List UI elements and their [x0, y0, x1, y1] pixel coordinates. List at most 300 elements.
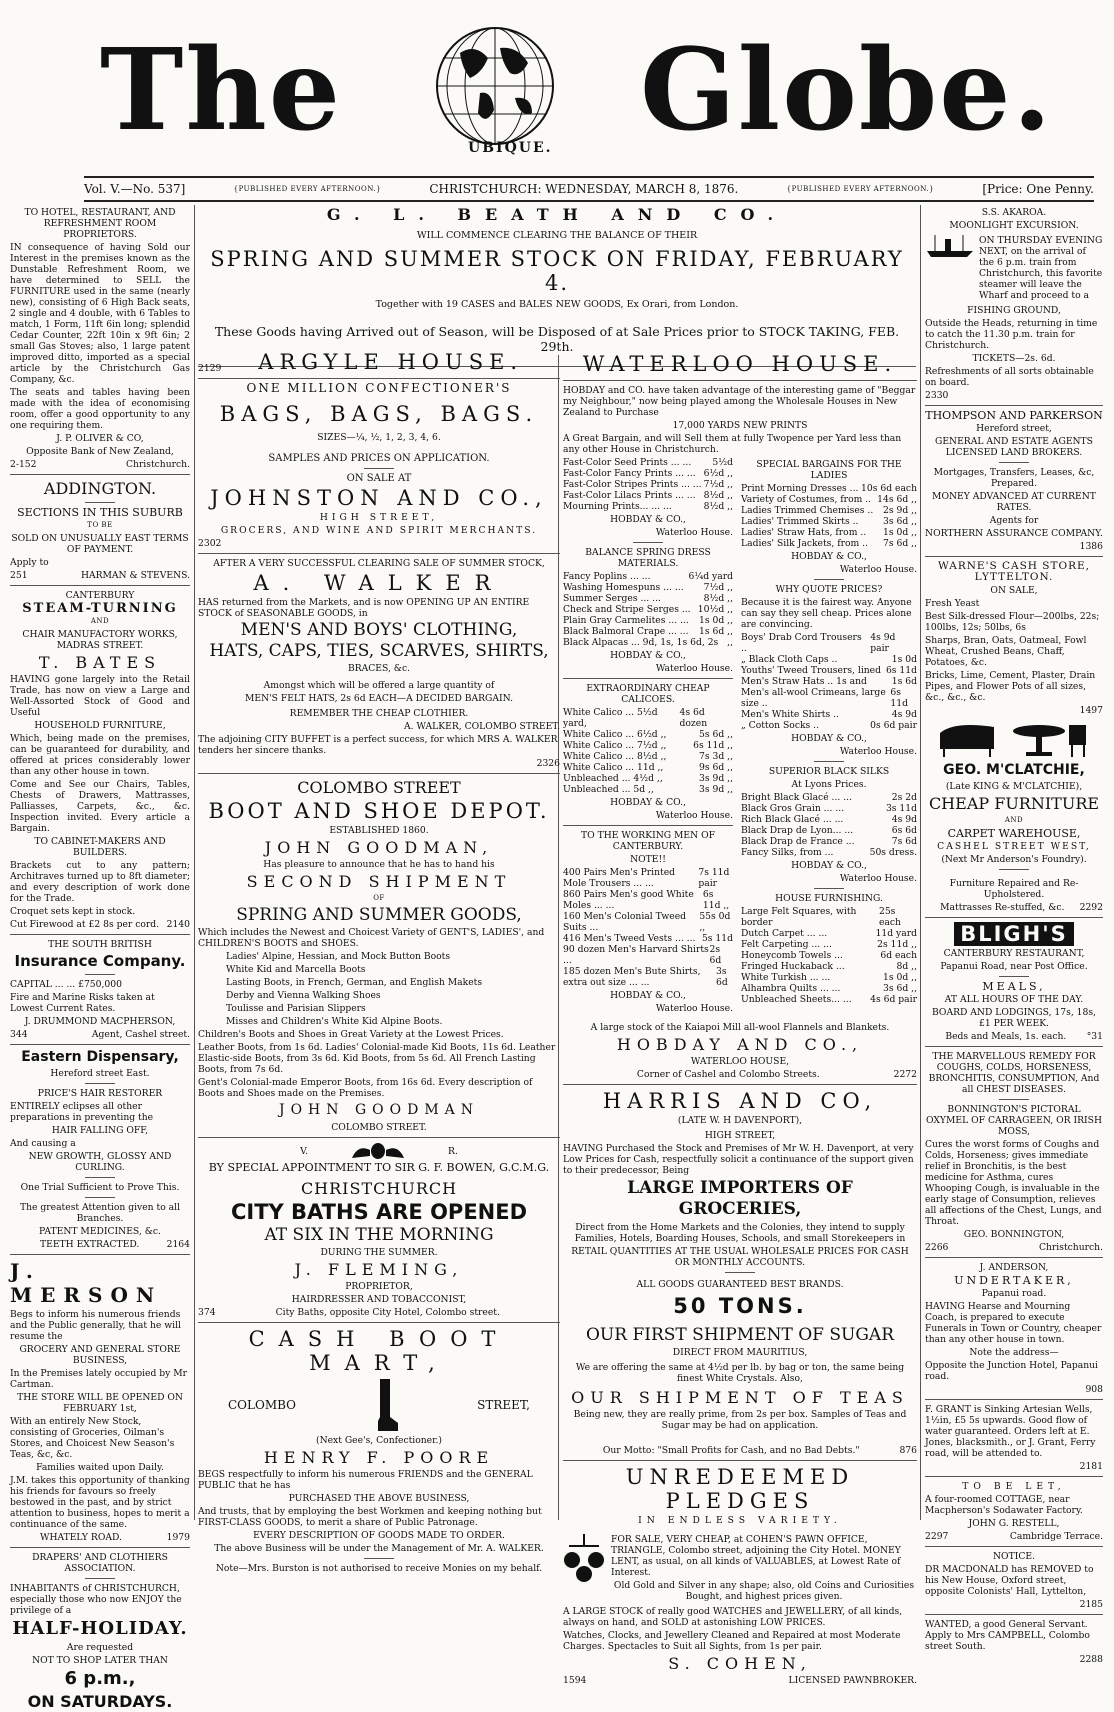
- text: IN ENDLESS VARIETY.: [638, 1515, 842, 1526]
- text: Agent, Cashel street.: [91, 1029, 190, 1040]
- text: (Next Gee's, Confectioner.): [315, 1435, 442, 1446]
- price: 6½d ,,: [703, 468, 733, 479]
- list-item: Ladies' Trimmed Skirts ..: [741, 516, 859, 527]
- paragraph: A four-roomed COTTAGE, near Macpherson's Sodawater Factory.: [925, 1494, 1083, 1516]
- text: COLOMBO: [228, 1397, 296, 1412]
- heading: HATS, CAPS, TIES, SCARVES, SHIRTS,: [209, 641, 549, 661]
- text: J. ANDERSON,: [979, 1262, 1049, 1273]
- boot-icon: [374, 1377, 400, 1433]
- paragraph: Begs to inform his numerous friends and the Public generally, that he will resume the: [10, 1309, 181, 1342]
- text: GROCERY AND GENERAL STORE BUSINESS,: [19, 1344, 181, 1366]
- text: V.: [300, 1145, 309, 1157]
- published-note-right: {PUBLISHED EVERY AFTERNOON.}: [786, 185, 935, 193]
- signature: GEO. BONNINGTON,: [963, 1229, 1065, 1240]
- text: PURCHASED THE ABOVE BUSINESS,: [288, 1493, 470, 1504]
- heading: T. BATES: [38, 653, 162, 672]
- text: Note—Mrs. Burston is not authorised to receive Monies on my behalf.: [215, 1563, 543, 1574]
- text: WHATELY ROAD.: [40, 1532, 122, 1543]
- list-item: Ladies' Silk Jackets, from ..: [741, 538, 869, 549]
- heading: LARGE IMPORTERS OF GROCERIES,: [627, 1178, 853, 1219]
- text: Waterloo House.: [839, 746, 917, 757]
- list-item: 160 Men's Colonial Tweed Suits ...: [563, 911, 687, 933]
- signature: Opposite Bank of New Zealand,: [26, 446, 174, 457]
- paragraph: Sharps, Bran, Oats, Oatmeal, Fowl Wheat, Crushed Beans, Chaff, Potatoes, &c.: [925, 635, 1087, 668]
- text: SIZES—¼, ½, 1, 2, 3, 4, 6.: [317, 432, 441, 443]
- paragraph: Watches, Clocks, and Jewellery Cleaned and Repaired at most Moderate Charges. Spectacles to Suit all Sights, from 1s per pair.: [563, 1630, 901, 1652]
- price: 4s 6d dozen: [679, 707, 708, 729]
- list-item: Dutch Carpet ... ...: [741, 928, 828, 939]
- pawnbroker-balls-icon: [563, 1532, 605, 1584]
- heading: SPECIAL BARGAINS FOR THE LADIES: [756, 459, 902, 481]
- price: 7s 6d ,,: [883, 538, 917, 549]
- text: Cut Firewood at £2 8s per cord.: [10, 919, 160, 930]
- heading: J. MERSON: [10, 1259, 163, 1307]
- text: Christchurch.: [125, 459, 190, 470]
- price: 2s 6d: [709, 944, 722, 966]
- heading: HALF-HOLIDAY.: [12, 1618, 188, 1639]
- paragraph: Which, being made on the premises, can be guaranteed for durability, and offered at prices considerably lower than any other house in town.: [10, 733, 190, 777]
- text: Cambridge Terrace.: [1009, 1531, 1103, 1542]
- paragraph: And trusts, that by employing the best Workmen and keeping nothing but FIRST-CLASS GOODS, to merit a share of Public Patronage.: [198, 1506, 542, 1528]
- list-item: 185 dozen Men's Bute Shirts, extra out size ... ...: [563, 966, 701, 988]
- text: Corner of Cashel and Colombo Streets.: [636, 1069, 820, 1080]
- text: SECTIONS IN THIS SUBURB: [17, 506, 183, 519]
- list-item: Fringed Huckaback ...: [741, 961, 845, 972]
- signature: HOBDAY & CO.,: [610, 797, 686, 808]
- heading: CHRISTCHURCH: [300, 1179, 458, 1198]
- price: ,,: [727, 637, 733, 648]
- list-item: Felt Carpeting ... ...: [741, 939, 832, 950]
- ad-number: °31: [1086, 1031, 1103, 1042]
- list-item: 860 Pairs Men's good White Moles ... ...: [563, 889, 694, 911]
- text: Waterloo House.: [655, 810, 733, 821]
- heading: WHY QUOTE PRICES?: [775, 584, 883, 595]
- text: LICENSED PAWNBROKER.: [788, 1675, 917, 1686]
- heading: OUR FIRST SHIPMENT OF SUGAR: [586, 1325, 894, 1345]
- paragraph: We are offering the same at 4½d per lb. by bag or ton, the same being finest White Crystals. Also,: [575, 1362, 905, 1384]
- paragraph: Because it is the fairest way. Anyone can say they sell cheap. Prices alone are convincing.: [741, 597, 912, 630]
- price: 55s 0d ,,: [699, 911, 731, 933]
- text: Waterloo House.: [655, 527, 733, 538]
- ad-number: 2-152: [10, 459, 37, 470]
- text: HIGH STREET,: [319, 512, 439, 523]
- heading: JOHN GOODMAN: [278, 1102, 480, 1118]
- text: THE SOUTH BRITISH: [48, 939, 152, 950]
- paragraph: J.M. takes this opportunity of thanking his friends for favours so freely bestowed in the past, and by strict attention to business, hopes to merit a continuance of the same.: [10, 1475, 190, 1530]
- heading: ARGYLE HOUSE.: [258, 350, 524, 374]
- heading: CITY BATHS ARE OPENED: [230, 1200, 528, 1224]
- text: COLOMBO STREET.: [331, 1122, 427, 1133]
- price: 1s 0d: [891, 654, 917, 665]
- ad-number: 2330: [925, 390, 949, 401]
- heading: BONNINGTON'S PICTORAL OXYMEL OF CARRAGEEN, OR IRISH MOSS,: [926, 1104, 1102, 1137]
- text: ON SALE AT: [346, 473, 412, 484]
- column-1: [10, 205, 191, 1711]
- signature: HOBDAY & CO.,: [791, 551, 867, 562]
- column-rule: [920, 205, 921, 1520]
- signature: HOBDAY & CO.,: [791, 860, 867, 871]
- paragraph: HAVING gone largely into the Retail Trade, has now on view a Large and Well-Assorted Stock of Good and Useful: [10, 674, 190, 718]
- list-item: Black Alpacas ... 9d, 1s, 1s 6d, 2s: [563, 637, 719, 648]
- paragraph: Which includes the Newest and Choicest Variety of GENT'S, LADIES', and CHILDREN'S BOOTS and SHOES.: [198, 927, 545, 949]
- paragraph: Best Silk-dressed Flour—200lbs, 22s; 100lbs, 12s; 50lbs, 6s: [925, 611, 1100, 633]
- list-item: Large Felt Squares, with border: [741, 906, 857, 928]
- heading: MEN'S AND BOYS' CLOTHING,: [240, 620, 518, 640]
- text: NORTHERN ASSURANCE COMPANY.: [925, 528, 1103, 539]
- list-item: White Calico ... 11d ,,: [563, 762, 664, 773]
- ad-number: 2181: [1079, 1461, 1103, 1472]
- column-4: [925, 205, 1103, 1665]
- text: CANTERBURY: [65, 590, 135, 601]
- price: 3s 6d ,,: [883, 516, 917, 527]
- text: HIGH STREET,: [704, 1130, 776, 1141]
- text: 17,000 YARDS NEW PRINTS: [672, 420, 808, 431]
- text: SAMPLES AND PRICES ON APPLICATION.: [268, 453, 490, 464]
- list-item: Rich Black Glacé ... ...: [741, 814, 844, 825]
- heading: NOTICE.: [993, 1551, 1035, 1562]
- heading: THE MARVELLOUS REMEDY FOR COUGHS, COLDS, HORSENESS, BRONCHITIS, CONSUMPTION, And all CHEST DISEASES.: [928, 1051, 1100, 1095]
- text: Apply to: [10, 557, 49, 568]
- heading: JOHNSTON AND CO.,: [210, 486, 548, 510]
- heading: ON SATURDAYS.: [27, 1692, 173, 1711]
- text: GROCERS, AND WINE AND SPIRIT MERCHANTS.: [220, 525, 538, 536]
- text: Waterloo House.: [839, 873, 917, 884]
- list-item: Variety of Costumes, from ..: [741, 494, 872, 505]
- text: Waterloo House.: [655, 663, 733, 674]
- list-item: Misses and Children's White Kid Alpine Boots.: [226, 1016, 443, 1027]
- price: 6s 11d: [885, 665, 917, 676]
- beath-line3: Together with 19 CASES and BALES NEW GOODS, Ex Orari, from London.: [375, 299, 739, 310]
- heading: GEO. M'CLATCHIE,: [943, 762, 1085, 778]
- text: NOT TO SHOP LATER THAN: [32, 1655, 168, 1666]
- heading: COLOMBO STREET: [297, 778, 461, 797]
- text: Papanui Road, near Post Office.: [940, 961, 1088, 972]
- paragraph: WANTED, a good General Servant. Apply to Mrs CAMPBELL, Colombo street South.: [925, 1619, 1090, 1652]
- text: City Baths, opposite City Hotel, Colombo street.: [275, 1307, 500, 1318]
- heading: WARNE'S CASH STORE, LYTTELTON.: [937, 560, 1091, 583]
- text: CARPET WAREHOUSE,: [947, 827, 1081, 840]
- heading: MEALS,: [982, 980, 1046, 993]
- dateline: [84, 176, 1094, 202]
- text: CAPITAL ... ... £750,000: [10, 979, 122, 990]
- heading: HENRY F. POORE: [263, 1448, 495, 1467]
- paragraph: With an entirely New Stock, consisting of Groceries, Oilman's Stores, and Choicest New Season's Teas, &c, &c.: [10, 1416, 175, 1460]
- text: Refreshments of all sorts obtainable on board.: [925, 366, 1094, 388]
- price: 8½d ,,: [703, 501, 733, 512]
- text: HAIR FALLING OFF,: [51, 1125, 149, 1136]
- masthead-title-right: Globe.: [640, 25, 1054, 156]
- text: OF: [373, 894, 385, 902]
- list-item: Fast-Color Lilacs Prints ... ...: [563, 490, 696, 501]
- text: TEETH EXTRACTED.: [40, 1239, 140, 1250]
- heading: UNDERTAKER,: [954, 1274, 1074, 1287]
- list-item: Derby and Vienna Walking Shoes: [226, 990, 381, 1001]
- list-item: Fancy Poplins ... ...: [563, 571, 651, 582]
- price: 11d yard: [875, 928, 917, 939]
- heading: OUR SHIPMENT OF TEAS: [571, 1388, 909, 1407]
- price: 9s 6d ,,: [699, 762, 733, 773]
- paragraph: Brackets cut to any pattern; Architraves turned up to 8ft diameter; and every description of work done for the Trade.: [10, 860, 190, 904]
- list-item: Boys' Drab Cord Trousers ..: [741, 632, 862, 654]
- heading: J. FLEMING,: [294, 1260, 464, 1279]
- list-item: Honeycomb Towels ...: [741, 950, 843, 961]
- price: 7½d ,,: [703, 582, 733, 593]
- list-item: Men's White Shirts ..: [741, 709, 839, 720]
- text: PATENT MEDICINES, &c.: [39, 1226, 161, 1237]
- text: DURING THE SUMMER.: [320, 1247, 438, 1258]
- price: 8½d ,,: [703, 490, 733, 501]
- paragraph: HAVING Purchased the Stock and Premises of Mr W. H. Davenport, at very Low Prices for Cash, respectfully solicit a continuance of the support given to their predecessor, Being: [563, 1143, 914, 1176]
- list-item: Print Morning Dresses ...: [741, 483, 859, 494]
- text: MONEY ADVANCED AT CURRENT RATES.: [932, 491, 1096, 513]
- heading: HOUSE FURNISHING.: [775, 893, 883, 904]
- list-item: Black Drap de Lyon... ...: [741, 825, 854, 836]
- price: 3s 11d: [885, 803, 917, 814]
- heading: BAGS, BAGS, BAGS.: [219, 402, 539, 426]
- text: Amongst which will be offered a large quantity of: [263, 680, 495, 691]
- paragraph: Outside the Heads, returning in time to catch the 11.30 p.m. train for Christchurch.: [925, 318, 1098, 351]
- heading: BLIGH'S: [954, 922, 1074, 946]
- text: Waterloo House.: [655, 1003, 733, 1014]
- text: MEN'S FELT HATS, 2s 6d EACH—A DECIDED BARGAIN.: [244, 693, 514, 704]
- list-item: White Calico ... 6½d ,,: [563, 729, 667, 740]
- price: 14s 6d ,,: [877, 494, 917, 505]
- paragraph: Being new, they are really prime, from 2s per box. Samples of Teas and Sugar may be had on application.: [573, 1409, 907, 1431]
- heading: S.S. AKAROA.: [981, 207, 1047, 218]
- list-item: 416 Men's Tweed Vests ... ...: [563, 933, 696, 944]
- price: 4s 9d pair: [870, 632, 896, 654]
- signature: HOBDAY & CO.,: [610, 514, 686, 525]
- ad-number: 2266: [925, 1242, 949, 1253]
- text: HOUSEHOLD FURNITURE,: [34, 720, 166, 731]
- price: 8½d ,,: [703, 593, 733, 604]
- text: One Trial Sufficient to Prove This.: [20, 1182, 180, 1193]
- price: 10½d ,,: [697, 604, 733, 615]
- text: ALL GOODS GUARANTEED BEST BRANDS.: [636, 1279, 844, 1290]
- price: 1s 0d ,,: [883, 527, 917, 538]
- text: Christchurch.: [1038, 1242, 1103, 1253]
- list-item: 400 Pairs Men's Printed Mole Trousers ... ...: [563, 867, 676, 889]
- ad-number: 2297: [925, 1531, 949, 1542]
- list-item: Men's all-wool Crimeans, large size ..: [741, 687, 886, 709]
- heading: A. WALKER: [253, 571, 505, 595]
- beath-title: G. L. BEATH AND CO.: [326, 205, 788, 224]
- heading: TO HOTEL, RESTAURANT, AND REFRESHMENT ROOM PROPRIETORS.: [24, 207, 176, 240]
- heading: TO CABINET-MAKERS AND BUILDERS.: [34, 836, 166, 858]
- heading: S. COHEN,: [668, 1654, 812, 1673]
- ad-number: 908: [1085, 1384, 1103, 1395]
- place-date: CHRISTCHURCH: WEDNESDAY, MARCH 8, 1876.: [429, 182, 739, 196]
- paragraph: HOBDAY and CO. have taken advantage of the interesting game of "Beggar my Neighbour," now being played among the Wholesale Houses in New Zealand to Purchase: [563, 385, 916, 418]
- text: CANTERBURY RESTAURANT,: [943, 948, 1085, 959]
- heading: HARRIS AND CO,: [602, 1089, 878, 1113]
- price: 2s 2d: [891, 792, 917, 803]
- text: (LATE W. H DAVENPORT),: [677, 1115, 803, 1126]
- heading: HOBDAY AND CO.,: [616, 1035, 864, 1054]
- paragraph: RETAIL QUANTITIES AT THE USUAL WHOLESALE PRICES FOR CASH OR MONTHLY ACCOUNTS.: [571, 1246, 909, 1268]
- text: STREET,: [477, 1397, 530, 1412]
- paragraph: Direct from the Home Markets and the Colonies, they intend to supply Families, Hotels, Boarding Houses, Schools, and small Storekeepers in: [574, 1222, 906, 1244]
- list-item: Black Drap de France ...: [741, 836, 855, 847]
- list-item: Black Gros Grain ... ...: [741, 803, 845, 814]
- text: A large stock of the Kaiapoi Mill all-wool Flannels and Blankets.: [590, 1022, 890, 1033]
- list-item: Ladies' Alpine, Hessian, and Mock Button Boots: [226, 951, 451, 962]
- beath-advert: [198, 205, 916, 354]
- heading: SUPERIOR BLACK SILKS: [768, 766, 890, 777]
- text: BY SPECIAL APPOINTMENT TO SIR G. F. BOWEN, G.C.M.G.: [208, 1161, 550, 1174]
- heading: Insurance Company.: [14, 952, 186, 970]
- heading: WATERLOO HOUSE.: [582, 352, 898, 376]
- price: 1s 6d ,,: [699, 626, 733, 637]
- price: 7s 11d pair: [698, 867, 730, 889]
- price: 2s 9d ,,: [883, 505, 917, 516]
- list-item: White Turkish ... ...: [741, 972, 831, 983]
- list-item: Plain Gray Carmelites ... ...: [563, 615, 689, 626]
- list-item: „ Cotton Socks ..: [741, 720, 820, 731]
- list-item: Bright Black Glacé ... ...: [741, 792, 852, 803]
- list-item: Fancy Silks, from ...: [741, 847, 834, 858]
- price: 7s 3d ,,: [699, 751, 733, 762]
- paragraph: ON THURSDAY EVENING NEXT, on the arrival of the 6 p.m. train from Christchurch, this favorite steamer will leave the Wharf and proceed to a: [979, 235, 1103, 301]
- text: EVERY DESCRIPTION OF GOODS MADE TO ORDER.: [253, 1530, 505, 1541]
- ad-number: 251: [10, 570, 28, 581]
- list-item: Toulisse and Parisian Slippers: [226, 1003, 366, 1014]
- list-item: Fast-Color Fancy Prints ... ...: [563, 468, 696, 479]
- beath-line2: SPRING AND SUMMER STOCK ON FRIDAY, FEBRUARY 4.: [210, 247, 904, 295]
- paragraph: FOR SALE, VERY CHEAP, at COHEN'S PAWN OFFICE, TRIANGLE, Colombo street, adjoining the City Hotel. MONEY LENT, as usual, on all kinds of VALUABLES, at Lowest Rate of Interest.: [611, 1534, 901, 1578]
- volume-number: Vol. V.—No. 537]: [84, 182, 186, 196]
- text: Mortgages, Transfers, Leases, &c, Prepared.: [933, 467, 1095, 489]
- price: 3s 9d ,,: [699, 784, 733, 795]
- signature: JOHN G. RESTELL,: [968, 1518, 1060, 1529]
- column-3: [563, 350, 917, 1686]
- price: [Price: One Penny.: [982, 182, 1094, 196]
- published-note-left: {PUBLISHED EVERY AFTERNOON.}: [233, 185, 382, 193]
- masthead: [0, 0, 1114, 170]
- text: In the Premises lately occupied by Mr Cartman.: [10, 1368, 188, 1390]
- paragraph: INHABITANTS of CHRISTCHURCH, especially those who now ENJOY the privilege of a: [10, 1583, 182, 1616]
- paragraph: Fire and Marine Risks taken at Lowest Current Rates.: [10, 992, 155, 1014]
- heading: CASH BOOT MART,: [248, 1327, 510, 1375]
- text: ESTABLISHED 1860.: [329, 825, 429, 836]
- text: Note the address—: [969, 1347, 1059, 1358]
- signature: HOBDAY & CO.,: [791, 733, 867, 744]
- text: AND: [90, 617, 110, 625]
- list-item: Ladies Trimmed Chemises ..: [741, 505, 874, 516]
- paragraph: A Great Bargain, and will Sell them at fully Twopence per Yard less than any other House in Christchurch.: [563, 433, 902, 455]
- text: ON SALE,: [990, 585, 1038, 596]
- text: AFTER A VERY SUCCESSFUL CLEARING SALE OF SUMMER STOCK,: [213, 558, 545, 569]
- text: Waterloo House.: [839, 564, 917, 575]
- list-item: Fast-Color Stripes Prints ... ...: [563, 479, 702, 490]
- list-item: White Calico ... 7½d ,,: [563, 740, 667, 751]
- heading: THOMPSON AND PARKERSON: [925, 409, 1103, 422]
- price: 4s 9d: [891, 814, 917, 825]
- signature: A. WALKER, COLOMBO STREET.: [404, 721, 560, 732]
- list-item: Unbleached ... 5d ,,: [563, 784, 654, 795]
- text: NOTE!!: [630, 854, 666, 865]
- price: 50s dress.: [869, 847, 917, 858]
- ad-number: 344: [10, 1029, 28, 1040]
- signature: J. DRUMMOND MACPHERSON,: [24, 1016, 176, 1027]
- list-item: Youths' Tweed Trousers, lined: [741, 665, 882, 676]
- ad-number: 2288: [1079, 1654, 1103, 1665]
- paragraph: HAVING Hearse and Mourning Coach, is prepared to execute Funerals in Town or Country, cheaper than any other house in town.: [925, 1301, 1102, 1345]
- masthead-title-left: The: [100, 25, 343, 156]
- text: (Late KING & M'CLATCHIE),: [945, 781, 1083, 792]
- text: TICKETS—2s. 6d.: [972, 353, 1056, 364]
- text: FISHING GROUND,: [967, 305, 1061, 316]
- heading: CHEAP FURNITURE: [928, 794, 1100, 813]
- price: 7s 6d: [891, 836, 917, 847]
- paragraph: BEGS respectfully to inform his numerous FRIENDS and the GENERAL PUBLIC that he has: [198, 1469, 533, 1491]
- price: 3s 6d: [716, 966, 728, 988]
- paragraph: Old Gold and Silver in any shape; also, old Coins and Curiosities Bought, and highest prices given.: [613, 1580, 915, 1602]
- price: 7½d ,,: [703, 479, 733, 490]
- ad-number: 2185: [1079, 1599, 1103, 1610]
- heading: BOOT AND SHOE DEPOT.: [208, 799, 550, 823]
- text: And causing a: [10, 1138, 76, 1149]
- price: 5½d: [712, 457, 733, 468]
- price: 6s 11d ,,: [693, 740, 733, 751]
- beath-line4: These Goods having Arrived out of Season, will be Disposed of at Sale Prices prior to STOCK TAKING, FEB. 29th.: [214, 324, 900, 354]
- text: AT ALL HOURS OF THE DAY.: [944, 994, 1084, 1005]
- heading: SECOND SHIPMENT: [246, 872, 512, 891]
- list-item: 90 dozen Men's Harvard Shirts ...: [563, 944, 709, 966]
- price: 5s 6d ,,: [699, 729, 733, 740]
- text: DIRECT FROM MAURITIUS,: [672, 1347, 808, 1358]
- price: 3s 9d ,,: [699, 773, 733, 784]
- paragraph: Bricks, Lime, Cement, Plaster, Drain Pipes, and Flower Pots of all sizes, &c., &c., &c.: [925, 670, 1096, 703]
- paragraph: A LARGE STOCK of really good WATCHES and JEWELLERY, of all kinds, always on hand, and SOLD at astonishing LOW PRICES.: [563, 1606, 903, 1628]
- heading: ADDINGTON.: [43, 479, 157, 498]
- ad-number: 1386: [1079, 541, 1103, 552]
- text: NEW GROWTH, GLOSSY AND CURLING.: [28, 1151, 172, 1173]
- heading: STEAM-TURNING: [22, 601, 178, 616]
- text: Papanui road.: [981, 1288, 1047, 1299]
- text: The greatest Attention given to all Branches.: [19, 1202, 181, 1224]
- text: HAIRDRESSER AND TOBACCONIST,: [291, 1294, 467, 1305]
- price: 4s 6d pair: [870, 994, 917, 1005]
- ad-number: 876: [899, 1445, 917, 1456]
- paragraph: Gent's Colonial-made Emperor Boots, from 16s 6d. Every description of Boots and Shoes made on the Premises.: [198, 1077, 533, 1099]
- text: SOLD ON UNUSUALLY EAST TERMS OF PAYMENT.: [11, 533, 189, 555]
- signature: J. P. OLIVER & CO,: [56, 433, 144, 444]
- text: THE STORE WILL BE OPENED ON FEBRUARY 1st,: [17, 1392, 183, 1414]
- signature: HOBDAY & CO.,: [610, 650, 686, 661]
- heading: JOHN GOODMAN,: [264, 838, 494, 857]
- list-item: Unbleached ... 4½d ,,: [563, 773, 663, 784]
- heading: SPRING AND SUMMER GOODS,: [236, 905, 522, 925]
- price: 6s 11d ,,: [702, 889, 730, 911]
- ad-number: 2292: [1079, 902, 1103, 913]
- paragraph: DR MACDONALD has REMOVED to his New House, Oxford street, opposite Colonists' Hall, Lyttelton,: [925, 1564, 1094, 1597]
- list-item: White Kid and Marcella Boots: [226, 964, 366, 975]
- text: WATERLOO HOUSE,: [690, 1056, 790, 1067]
- text: BOARD AND LODGINGS, 17s, 18s, £1 PER WEEK.: [932, 1007, 1096, 1029]
- list-item: Washing Homespuns ... ...: [563, 582, 684, 593]
- beath-line1: WILL COMMENCE CLEARING THE BALANCE OF THEIR: [416, 230, 698, 241]
- heading: AT SIX IN THE MORNING: [264, 1225, 494, 1245]
- price: 6¼d yard: [688, 571, 733, 582]
- list-item: Check and Stripe Serges ...: [563, 604, 691, 615]
- text: TO BE: [87, 521, 113, 529]
- ad-number: 1979: [166, 1532, 190, 1543]
- price: 0s 6d pair: [870, 720, 917, 731]
- paragraph: The seats and tables having been made with the idea of economising room, offer a good opportunity to any one requiring them.: [10, 387, 190, 431]
- ad-number: 2129: [198, 363, 222, 374]
- list-item: Fast-Color Seed Prints ... ...: [563, 457, 692, 468]
